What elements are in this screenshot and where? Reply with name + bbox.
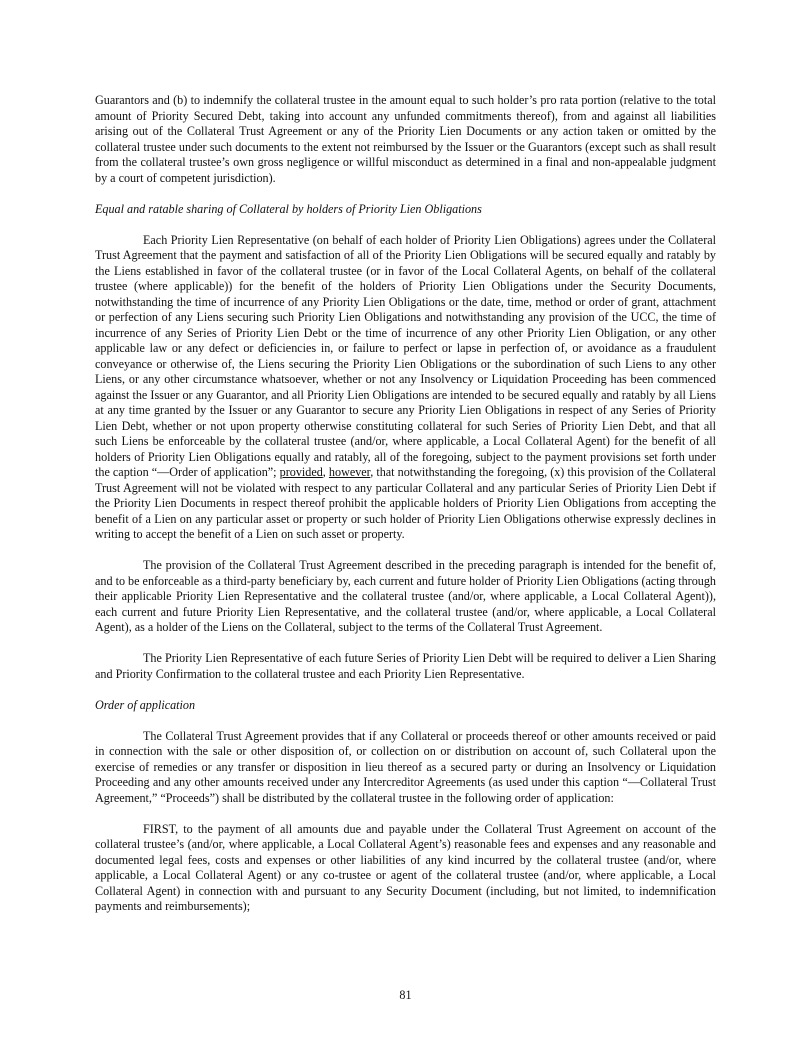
term-provided: provided: [279, 465, 323, 479]
paragraph-text: Each Priority Lien Representative (on behalf of each holder of Priority Lien Obligations) agrees under the Collateral Trust Agreement that the payment and satisfaction of all of the Priority Lien Obligations will be secured equally and ratably by the Liens established in favor of the collateral trustee (or in favor of the Local Collateral Agents, on behalf of the collateral trustee (where applicable)) for the benefit of the holders of Priority Lien Obligations under the Security Documents, notwithstanding the time of incurrence of any Priority Lien Obligations or the date, time, method or order of grant, attachment or perfection of any Liens securing such Priority Lien Obligations and notwithstanding any provision of the UCC, the time of incurrence of any Series of Priority Lien Debt or the time of incurrence of any other Priority Lien Obligation, or any other applicable law or any defect or deficiencies in, or failure to perfect or lapse in perfection of, or avoidance as a fraudulent conveyance or otherwise of, the Liens securing the Priority Lien Obligations or the subordination of such Liens to any other Liens, or any other circumstance whatsoever, whether or not any Insolvency or Liquidation Proceeding has been commenced against the Issuer or any Guarantor, and all Priority Lien Obligations are intended to be secured equally and ratably by all Liens at any time granted by the Issuer or any Guarantor to secure any Priority Lien Obligations in respect of any Series of Priority Lien Debt, whether or not upon property otherwise constituting collateral for such Series of Priority Lien Debt, and that all such Liens be enforceable by the collateral trustee (and/or, where applicable, a Local Collateral Agent) for the benefit of all holders of Priority Lien Obligations equally and ratably, all of the foregoing, subject to the payment provisions set forth under the caption “—Order of application”;: [95, 232, 716, 479]
section-heading-equal-ratable-sharing: Equal and ratable sharing of Collateral by holders of Priority Lien Obligations: [95, 201, 482, 216]
section-heading-order-of-application: Order of application: [95, 697, 196, 712]
paragraph-lien-sharing-confirmation: The Priority Lien Representative of each future Series of Priority Lien Debt will be required to deliver a Lien Sharing and Priority Confirmation to the collateral trustee and each Priority Lien Representative.: [95, 651, 716, 681]
term-however: however: [328, 465, 371, 479]
paragraph-first-priority: FIRST, to the payment of all amounts due and payable under the Collateral Trust Agreement on account of the collateral trustee’s (and/or, where applicable, a Local Collateral Agent’s) reasonable fees and expenses and any reasonable and documented legal fees, costs and expenses or other liabilities of any kind incurred by the collateral trustee (and/or, where applicable, a Local Collateral Agent) or any co-trustee or agent of the collateral trustee (and/or, where applicable, a Local Collateral Agent) in connection with and pursuant to any Security Document (including, but not limited, to indemnification payments and reimbursements);: [95, 821, 716, 913]
paragraph-order-of-application: The Collateral Trust Agreement provides that if any Collateral or proceeds thereof or other amounts received or paid in connection with the sale or other disposition of, or collection on or distribution on account of, such Collateral upon the exercise of remedies or any transfer or disposition in lieu thereof as a secured party or during an Insolvency or Liquidation Proceeding and any other amounts received under any Intercreditor Agreements (as used under this caption “—Collateral Trust Agreement,” “Proceeds”) shall be distributed by the collateral trustee in the following order of application:: [95, 728, 716, 805]
paragraph-third-party-beneficiary: The provision of the Collateral Trust Agreement described in the preceding paragraph is intended for the benefit of, and to be enforceable as a third-party beneficiary by, each current and future holder of Priority Lien Obligations (acting through their applicable Priority Lien Representative and the collateral trustee (and/or, where applicable, a Local Collateral Agent)), each current and future Priority Lien Representative, and the collateral trustee (and/or, where applicable, a Local Collateral Agent), as a holder of the Liens on the Collateral, subject to the terms of the Collateral Trust Agreement.: [95, 558, 716, 634]
paragraph-indemnification: Guarantors and (b) to indemnify the collateral trustee in the amount equal to such holder’s pro rata portion (relative to the total amount of Priority Secured Debt, taking into account any unfunded commitments thereof), from and against all liabilities arising out of the Collateral Trust Agreement or any of the Priority Lien Documents or any action taken or omitted by the collateral trustee under such documents to the extent not reimbursed by the Issuer or the Guarantors (except such as shall result from the collateral trustee’s own gross negligence or willful misconduct as determined in a final and non-appealable judgment by a court of competent jurisdiction).: [95, 93, 716, 185]
document-body: [95, 93, 716, 930]
paragraph-text: , that notwithstanding the foregoing, (x) this provision of the Collateral Trust Agreement will not be violated with respect to any particular Collateral and any particular Series of Priority Lien Debt if the Priority Lien Documents in respect thereof prohibit the applicable holders of Priority Lien Obligations from accepting the benefit of a Lien on any particular asset or property or such holder of Priority Lien Obligations otherwise expressly declines in writing to accept the benefit of a Lien on such asset or property.: [95, 465, 716, 541]
paragraph-equal-ratable-sharing: [95, 233, 716, 543]
punctuation: ,: [322, 465, 329, 479]
page-number: 81: [399, 988, 412, 1002]
